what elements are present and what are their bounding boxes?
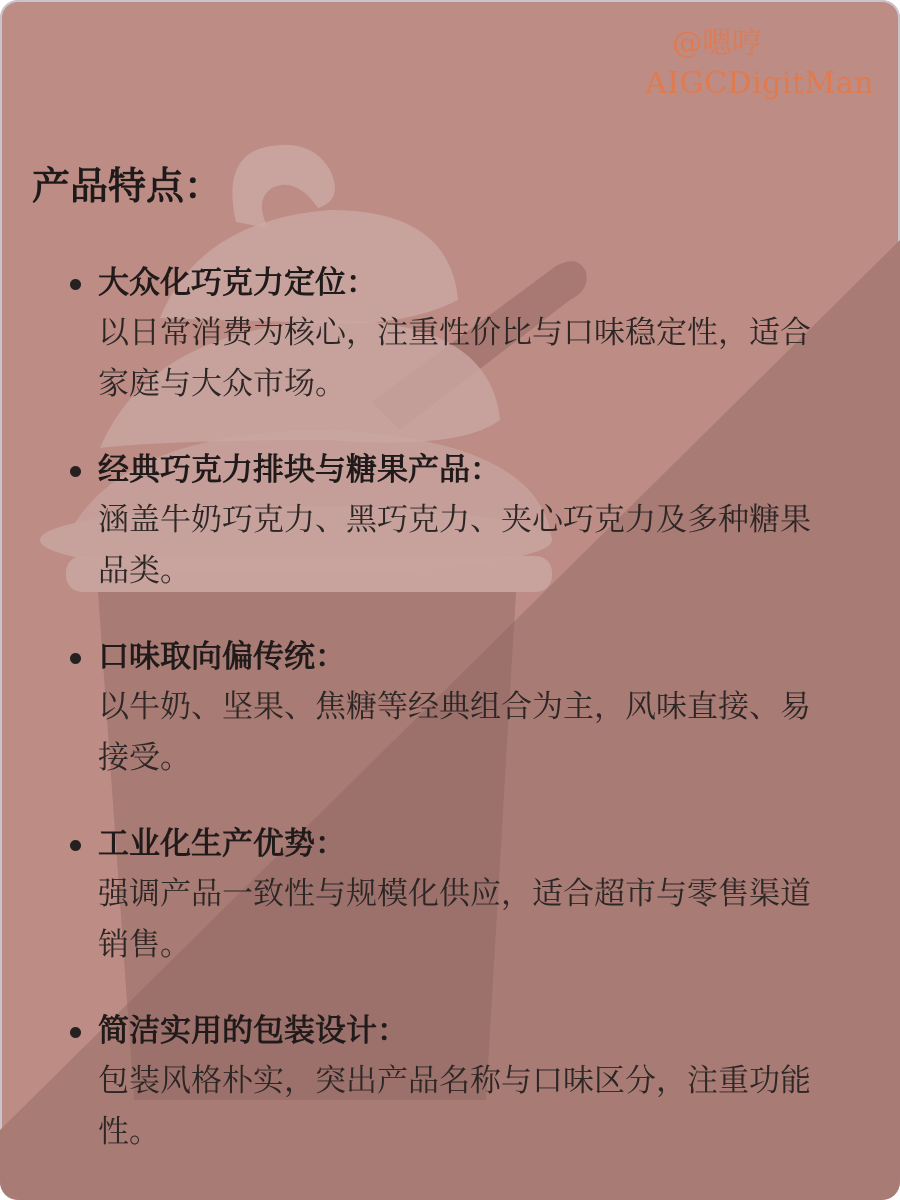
watermark [645,24,874,104]
content [32,160,852,1193]
list-item [32,819,852,971]
bullet-icon [70,466,81,477]
bullet-icon [70,840,81,851]
list-item [32,632,852,784]
feature-description: 以牛奶、坚果、焦糖等经典组合为主，风味直接、易接受。 [98,689,811,776]
watermark-brand: AIGCDigitMan [645,66,874,101]
feature-title: 口味取向偏传统： [98,639,346,675]
list-item [32,1006,852,1158]
feature-description: 包装风格朴实，突出产品名称与口味区分，注重功能性。 [98,1063,811,1150]
feature-description: 强调产品一致性与规模化供应，适合超市与零售渠道销售。 [98,876,811,963]
page-title: 产品特点： [32,164,223,208]
list-item [32,258,852,410]
feature-list [32,258,852,1158]
feature-title: 简洁实用的包装设计： [98,1013,408,1049]
bullet-icon [70,279,81,290]
list-item [32,445,852,597]
feature-title: 经典巧克力排块与糖果产品： [98,452,501,488]
feature-description: 以日常消费为核心，注重性价比与口味稳定性，适合家庭与大众市场。 [98,315,811,402]
feature-title: 大众化巧克力定位： [98,265,377,301]
watermark-handle: @嗯哼 [672,26,762,61]
bullet-icon [70,1027,81,1038]
feature-description: 涵盖牛奶巧克力、黑巧克力、夹心巧克力及多种糖果品类。 [98,502,811,589]
feature-title: 工业化生产优势： [98,826,346,862]
bullet-icon [70,653,81,664]
